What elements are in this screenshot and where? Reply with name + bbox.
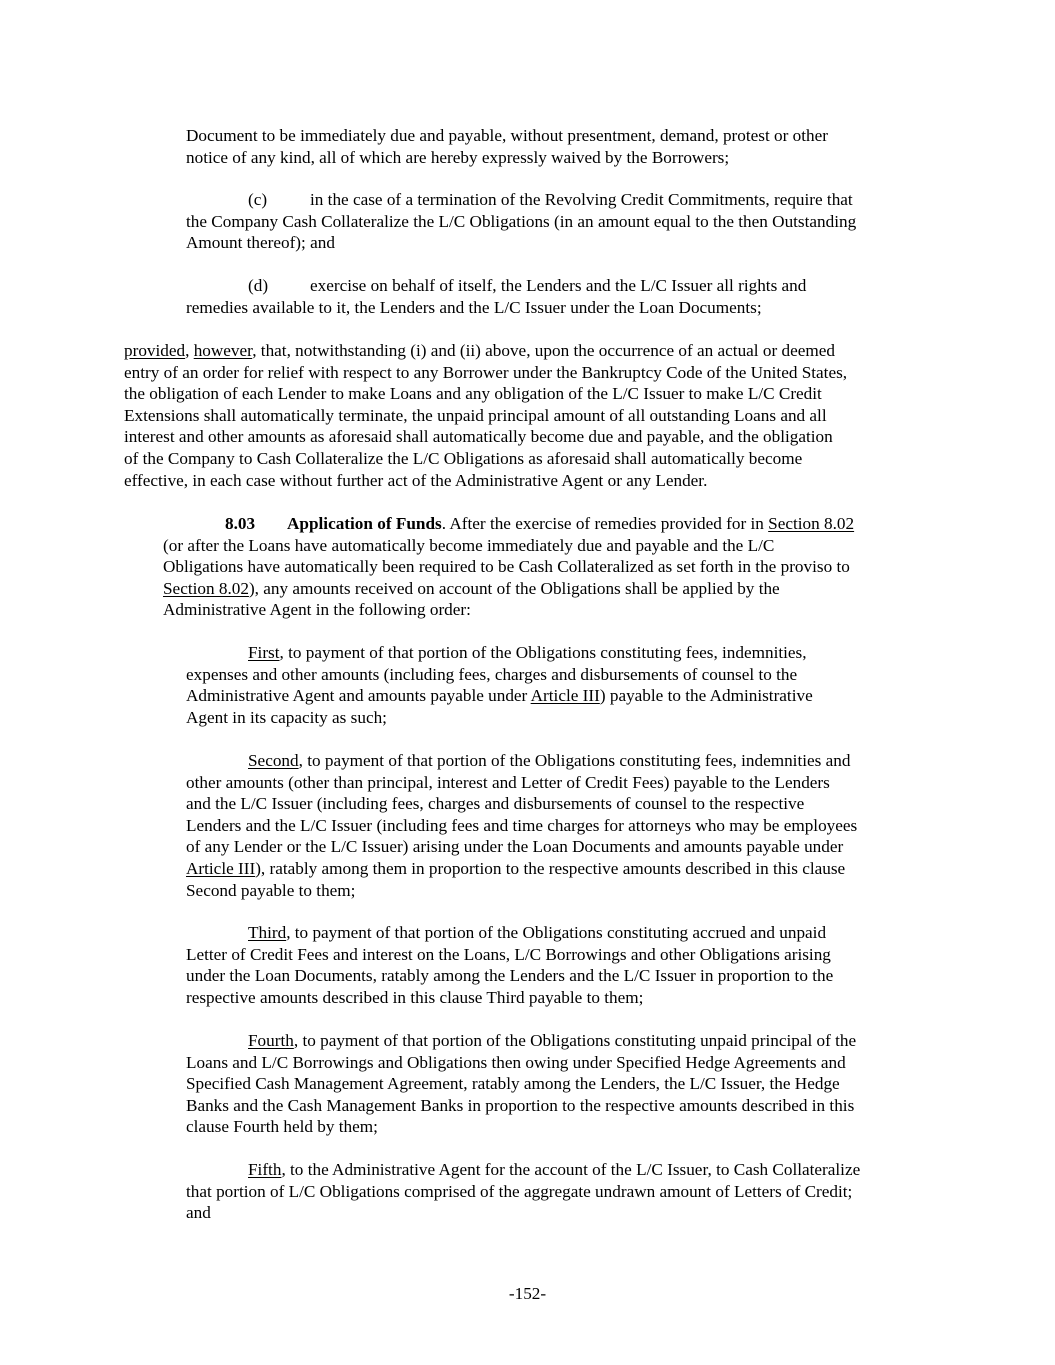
text-line [186, 1159, 860, 1181]
priority-fifth [186, 1159, 860, 1224]
text-span: , to payment of that portion of the Obligations constituting fees, indemnities, [279, 643, 807, 662]
text-line: Agent in its capacity as such; [186, 707, 387, 727]
page-number: -152- [508, 1284, 547, 1303]
section-8-03 [163, 513, 855, 621]
priority-label: Third [248, 923, 287, 942]
text-line: under the Loan Documents, ratably among the Lenders and the L/C Issuer in proportion to the [186, 966, 834, 986]
text-line: effective, in each case without further act of the Administrative Agent or any Lender. [124, 470, 708, 490]
text-span: , to payment of that portion of the Obligations constituting fees, indemnities and [298, 751, 851, 770]
provided-term: provided [124, 341, 186, 360]
text-line: the Company Cash Collateralize the L/C Obligations (in an amount equal to the then Outstanding [186, 211, 857, 231]
text-line [186, 858, 857, 880]
however-term: however [193, 341, 253, 360]
text-span: Administrative Agent and amounts payable under [186, 686, 531, 706]
text-span: . After the exercise of remedies provided for in [441, 514, 769, 533]
text-line: clause Fourth held by them; [186, 1117, 378, 1137]
clause-d [186, 275, 946, 318]
text-line: interest and other amounts as aforesaid shall automatically become due and payable, and the obligation [124, 427, 833, 447]
text-line: that portion of L/C Obligations comprised of the aggregate undrawn amount of Letters of Credit; [186, 1181, 853, 1201]
text-line: Specified Cash Management Agreement, ratably among the Lenders, the L/C Issuer, the Hedge [186, 1074, 840, 1094]
text-span: , that, notwithstanding (i) and (ii) above, upon the occurrence of an actual or deemed [252, 341, 835, 360]
text-line: of the Company to Cash Collateralize the L/C Obligations as aforesaid shall automatically become [124, 448, 803, 468]
text-line: Second payable to them; [186, 880, 356, 900]
section-reference: Section 8.02 [163, 578, 249, 598]
text-line [186, 685, 813, 707]
text-line: Banks and the Cash Management Banks in proportion to the respective amounts described in this [186, 1095, 855, 1115]
proviso-paragraph [124, 340, 847, 491]
text-line: remedies available to it, the Lenders and the L/C Issuer under the Loan Documents; [186, 297, 762, 317]
priority-label: Fourth [248, 1031, 294, 1050]
clause-label: (c) [248, 190, 268, 209]
text-line: Obligations have automatically been required to be Cash Collateralized as set forth in the proviso to [163, 557, 850, 577]
priority-label: First [248, 643, 280, 662]
text-line: entry of an order for relief with respect to any Borrower under the Bankruptcy Code of the United States, [124, 362, 848, 382]
text-span: , to the Administrative Agent for the account of the L/C Issuer, to Cash Collateralize [281, 1160, 861, 1179]
text-line: and the L/C Issuer (including fees, charges and disbursements of counsel to the respective [186, 794, 805, 814]
text-span: ), ratably among them in proportion to the respective amounts described in this clause [255, 858, 846, 878]
article-reference: Article III [530, 686, 600, 706]
text-line [186, 922, 833, 944]
text-line: notice of any kind, all of which are hereby expressly waived by the Borrowers; [186, 147, 730, 167]
text-span: ), any amounts received on account of the Obligations shall be applied by the [248, 578, 780, 598]
separator: , [185, 341, 194, 360]
section-heading: Application of Funds [287, 514, 442, 533]
section-reference: Section 8.02 [768, 514, 855, 533]
clause-label: (d) [248, 276, 269, 295]
text-line: in the case of a termination of the Revolving Credit Commitments, require that [310, 190, 853, 209]
priority-fourth [186, 1030, 856, 1138]
priority-third [186, 922, 833, 1008]
priority-label: Second [248, 751, 299, 770]
text-line: (or after the Loans have automatically become immediately due and payable and the L/C [163, 535, 775, 555]
article-reference: Article III [186, 858, 256, 878]
text-line: of any Lender or the L/C Issuer) arising under the Loan Documents and amounts payable under [186, 837, 844, 857]
text-line: other amounts (other than principal, interest and Letter of Credit Fees) payable to the Lenders [186, 772, 830, 792]
text-line: Document to be immediately due and payable, without presentment, demand, protest or other [186, 126, 828, 145]
text-line: exercise on behalf of itself, the Lenders and the L/C Issuer all rights and [310, 276, 807, 295]
text-line: Letter of Credit Fees and interest on the Loans, L/C Borrowings and other Obligations arising [186, 944, 831, 964]
text-line: expenses and other amounts (including fees, charges and disbursements of counsel to the [186, 664, 798, 684]
text-line: Administrative Agent in the following order: [163, 600, 471, 620]
priority-second [186, 750, 857, 901]
text-line [124, 340, 847, 362]
continuation-paragraph [186, 125, 828, 168]
text-line: respective amounts described in this clause Third payable to them; [186, 987, 644, 1007]
text-line [163, 513, 855, 535]
text-line: Loans and L/C Borrowings and Obligations then owing under Specified Hedge Agreements and [186, 1052, 846, 1072]
text-span: , to payment of that portion of the Obligations constituting accrued and unpaid [286, 923, 827, 942]
text-line: the obligation of each Lender to make Loans and any obligation of the L/C Issuer to make L/C Credit [124, 384, 822, 404]
text-line: Extensions shall automatically terminate, the unpaid principal amount of all outstanding Loans and all [124, 405, 827, 425]
text-span: , to payment of that portion of the Obligations constituting unpaid principal of the [293, 1031, 857, 1050]
section-number: 8.03 [225, 514, 256, 533]
clause-c [186, 189, 946, 254]
priority-first [186, 642, 813, 728]
text-line [186, 1030, 856, 1052]
text-line [186, 642, 813, 664]
text-line [163, 578, 850, 600]
text-line: Lenders and the L/C Issuer (including fees and time charges for attorneys who may be employees [186, 815, 858, 835]
text-line: Amount thereof); and [186, 233, 335, 253]
text-line: and [186, 1203, 211, 1223]
text-span: ) payable to the Administrative [599, 686, 813, 706]
priority-label: Fifth [248, 1160, 282, 1179]
text-line [186, 750, 857, 772]
